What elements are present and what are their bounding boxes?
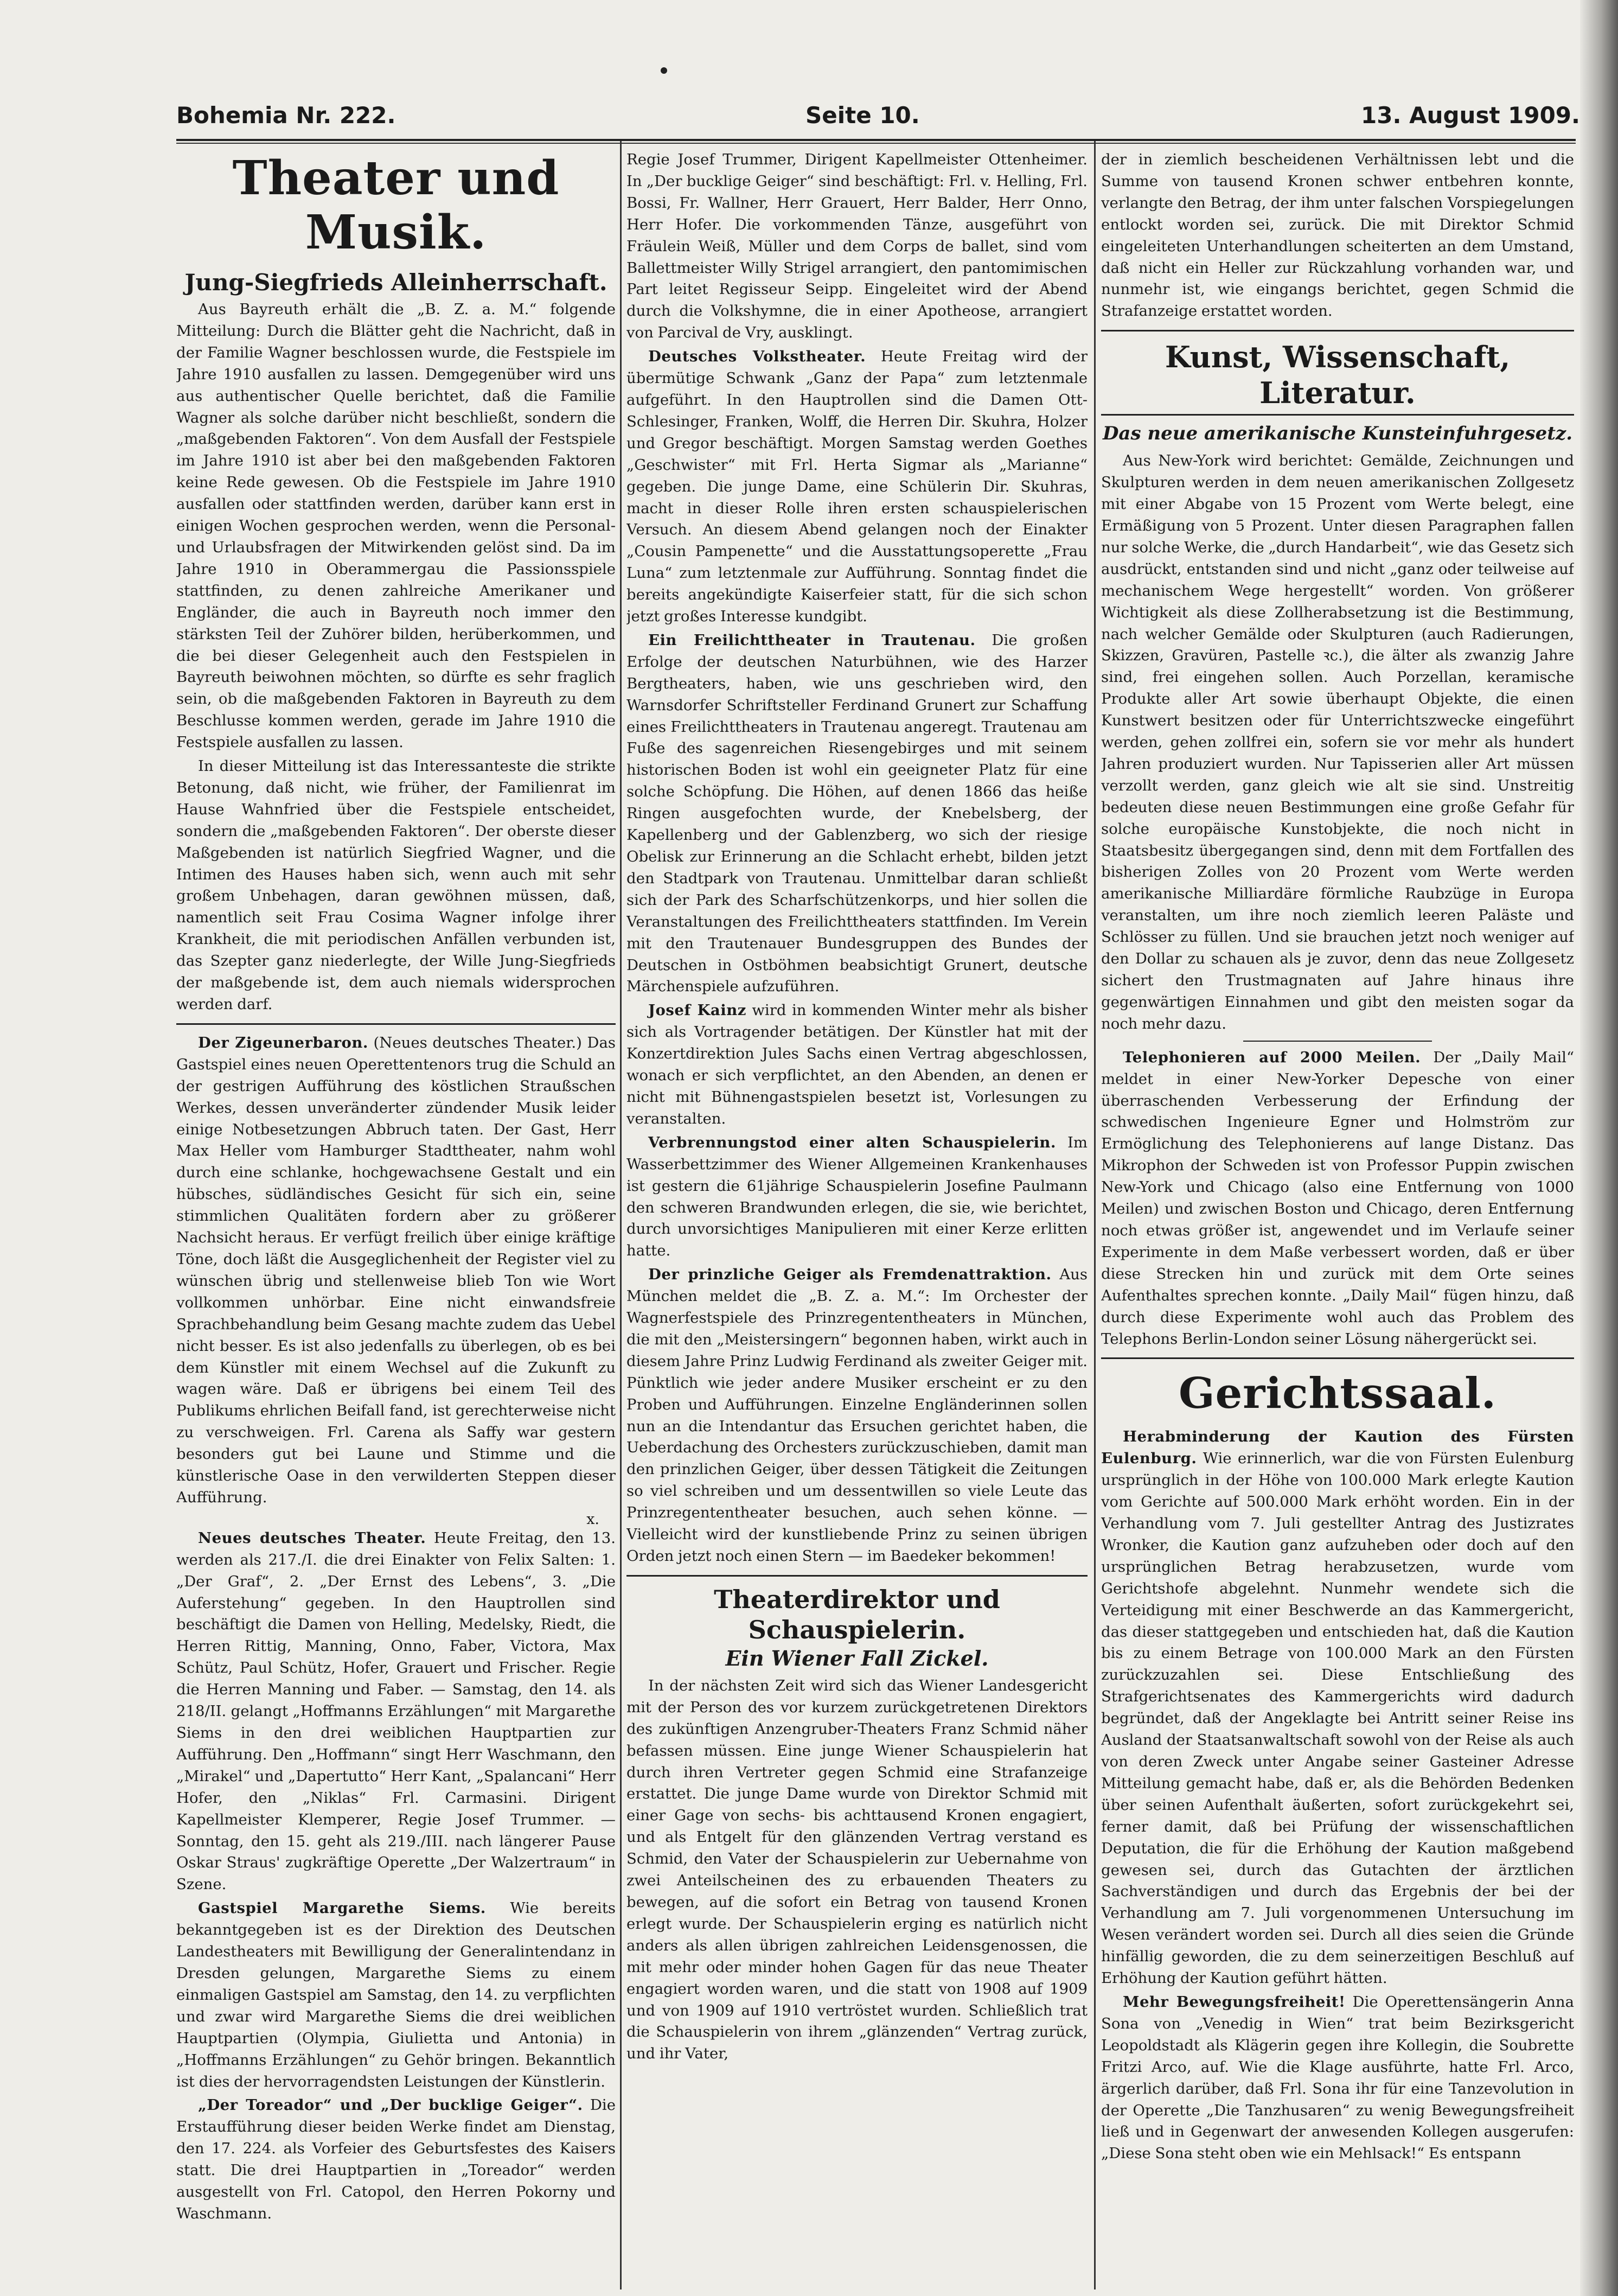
print-speck xyxy=(661,67,667,74)
author-signature: x. xyxy=(586,1510,599,1528)
section-separator xyxy=(1101,414,1574,416)
article-paragraph xyxy=(626,1000,1088,1130)
header-rule xyxy=(176,139,1576,141)
column-rule-1 xyxy=(620,141,622,2289)
section-separator xyxy=(1101,330,1574,331)
article-paragraph xyxy=(1101,1992,1574,2165)
item-head: Neues deutsches Theater. xyxy=(198,1529,426,1547)
section-title-gerichtssaal: Gerichtssaal. xyxy=(1179,1369,1497,1419)
article-paragraph xyxy=(1101,1426,1574,1989)
section-separator xyxy=(1101,1357,1574,1359)
item-text: Die Erstaufführung dieser beiden Werke findet am Dienstag, den 17. 224. als Vorfeier des Geburtsfestes des Kaisers statt. Die drei Hauptpartien in „Toreador“ werden ausgestellt von Frl. Catopol, den Herren Pokorny und Waschmann. xyxy=(176,2096,616,2222)
item-head: Der Zigeunerbaron. xyxy=(198,1034,368,1051)
item-head: Telephonieren auf 2000 Meilen. xyxy=(1123,1048,1421,1066)
article-paragraph: In der nächsten Zeit wird sich das Wiener Landesgericht mit der Person des vor kurzem zurückgetretenen Direktors des zukünftigen Anzengruber-Theaters Franz Schmid näher befassen müssen. Eine junge Wiener Schauspielerin hat durch ihren Vertreter gegen Schmid eine Strafanzeige erstattet. Die junge Dame wurde von Direktor Schmid mit einer Gage von sechs- bis achttausend Kronen engagiert, und als Entgelt für den glänzenden Vertrag verstand es Schmid, den Vater der Schauspielerin zur Uebernahme von zwei Anteilscheinen des zu erbauenden Theaters zu bewegen, auf die sofort ein Betrag von tausend Kronen erlegt wurde. Der Schauspielerin erging es natürlich nicht anders als allen übrigen zahlreichen Leidensgenossen, die mit mehr oder minder hohen Gagen für das neue Theater engagiert worden waren, und die statt von 1908 auf 1909 und von 1909 auf 1910 vertröstet wurden. Schließlich trat die Schauspielerin von ihrem „glänzenden“ Vertrag zurück, und ihr Vater, xyxy=(626,1676,1088,2063)
item-text: Heute Freitag wird der übermütige Schwank „Ganz der Papa“ zum letztenmale aufgeführt. In den Hauptrollen sind die Damen Ott-Schlesinger, Franken, Wolff, die Herren Dir. Skuhra, Holzer und Gregor beschäftigt. Morgen Samstag werden Goethes „Geschwister“ mit Frl. Herta Sigmar als „Marianne“ gegeben. Die junge Dame, eine Schülerin Dir. Skuhras, macht in dieser Rolle ihren ersten schauspielerischen Versuch. An diesem Abend gelangen noch der Einakter „Cousin Pampenette“ und die Ausstattungsoperette „Frau Luna“ zum letztenmale zur Aufführung. Sonntag findet die bereits angekündigte Kaiserfeier statt, für die sich schon jetzt großes Interesse kundgibt. xyxy=(626,348,1088,626)
item-text: (Neues deutsches Theater.) Das Gastspiel eines neuen Operettentenors trug die Schuld an der gestrigen Aufführung des köstlichen Straußschen Werkes, dessen unveränderter zündender Musik leider einige Notbesetzungen Abbruch taten. Der Gast, Herr Max Heller vom Hamburger Stadttheater, nahm wohl durch eine schlanke, hochgewachsene Gestalt und ein hübsches, südländisches Gesicht für sich ein, seine stimmlichen Qualitäten fordern aber zu größerer Nachsicht heraus. Er verfügt freilich über einige kräftige Töne, doch läßt die Ausgeglichenheit der Register viel zu wünschen übrig und stellenweise blieb Ton wie Wort vollkommen unhörbar. Eine nicht einwandsfreie Sprachbehandlung beim Gesang machte zudem das Uebel nicht besser. Es ist also jedenfalls zu überlegen, ob es bei dem Künstler mit einem Wechsel auf die Zukunft zu wagen wäre. Daß er übrigens bei einem Teil des Publikums ehrlichen Beifall fand, ist gerechterweise nicht zu verschweigen. Frl. Carena als Saffy war gestern besonders gut bei Laune und Stimme und die künstlerische Oase in den verwilderten Steppen dieser Aufführung. xyxy=(176,1034,616,1506)
article-paragraph: In dieser Mitteilung ist das Interessanteste die strikte Betonung, daß nicht, wie früher, der Familienrat im Hause Wahnfried über die Festspiele entscheidet, sondern die „maßgebenden Faktoren“. Der oberste dieser Maßgebenden ist natürlich Siegfried Wagner, und die Intimen des Hauses haben sich, wenn auch mit sehr großem Unbehagen, daran gewöhnen müssen, daß, namentlich seit Frau Cosima Wagner infolge ihrer Krankheit, die mit periodischen Anfällen verbunden ist, das Szepter ganz niederlegte, der Wille Jung-Siegfrieds der maßgebende ist, dem auch niemals widersprochen werden darf. xyxy=(176,757,616,1013)
item-text: Heute Freitag, den 13. werden als 217./I. die drei Einakter von Felix Salten: 1. „Der Graf“, 2. „Der Ernst des Lebens“, 3. „Die Auferstehung“ gegeben. In den Hauptrollen sind beschäftigt die Damen von Helling, Medelsky, Riedt, die Herren Rittig, Manning, Onno, Faber, Victora, Max Schütz, Paul Schütz, Hofer, Grauert und Frischer. Regie die Herren Manning und Faber. — Samstag, den 14. als 218/II. gelangt „Hoffmanns Erzählungen“ mit Margarethe Siems in den drei weiblichen Hauptpartien zur Aufführung. Den „Hoffmann“ singt Herr Waschmann, den „Mirakel“ und „Dapertutto“ Herr Kant, „Spalancani“ Herr Hofer, den „Niklas“ Frl. Carmasini. Dirigent Kapellmeister Klemperer, Regie Josef Trummer. — Sonntag, den 15. geht als 219./III. nach längerer Pause Oskar Straus' zugkräftige Operette „Der Walzertraum“ in Szene. xyxy=(176,1529,616,1893)
item-text: wird in kommenden Winter mehr als bisher sich als Vortragender betätigen. Der Künstler hat mit der Konzertdirektion Jules Sachs einen Vertrag abgeschlossen, wonach er sich verpflichtet, an den Abenden, an denen er nicht mit Bühnengastspielen besetzt ist, Vorlesungen zu veranstalten. xyxy=(626,1002,1088,1127)
item-head: „Der Toreador“ und „Der bucklige Geiger“. xyxy=(198,2096,583,2114)
page-header xyxy=(176,102,1580,135)
item-head: Josef Kainz xyxy=(648,1002,746,1019)
item-head: Gastspiel Margarethe Siems. xyxy=(198,1899,486,1917)
article-paragraph: Aus New-York wird berichtet: Gemälde, Zeichnungen und Skulpturen werden in dem neuen amerikanischen Zollgesetz mit einer Abgabe von 15 Prozent vom Werte belegt, eine Ermäßigung von 5 Prozent. Unter diesen Paragraphen fallen nur solche Werke, die „durch Handarbeit“, wie das Gesetz sich ausdrückt, entstanden sind und nicht „ganz oder teilweise auf mechanischem Wege hergestellt“ worden. Von größerer Wichtigkeit als diese Zollherabsetzung ist die Bestimmung, nach welcher Gemälde oder Skulpturen (auch Radierungen, Skizzen, Gravüren, Pastelle ꝛc.), die älter als zwanzig Jahre sind, frei eingehen sollen. Auch Porzellan, keramische Produkte aller Art sowie überhaupt Objekte, die einen Kunstwert besitzen oder für Unterrichtszwecke eingeführt werden, gehen zollfrei ein, sofern sie vor mehr als hundert Jahren produziert wurden. Nur Tapisserien aller Art müssen verzollt werden, ganz gleich wie alt sie sind. Unstreitig bedeuten diese neuen Bestimmungen eine große Gefahr für solche europäische Kunstobjekte, die noch nicht in Staatsbesitz übergegangen sind, denn mit dem Fortfallen des bisherigen Zolles von 20 Prozent vom Werte werden amerikanische Milliardäre förmliche Raubzüge in Europa veranstalten, um ihre noch ziemlich leeren Paläste und Schlösser zu füllen. Und sie brauchen jetzt noch weniger auf den Dollar zu schauen als je zuvor, denn das neue Zollgesetz sichert den Trustmagnaten auf Jahre hinaus ihre gegenwärtigen Einnahmen und gibt den meisten sogar da noch mehr dazu. xyxy=(1101,452,1574,1032)
article-paragraph: Aus Bayreuth erhält die „B. Z. a. M.“ folgende Mitteilung: Durch die Blätter geht die Nachricht, daß in der Familie Wagner beschlossen wurde, die Festspiele im Jahre 1910 ausfallen zu lassen. Demgegenüber wird uns aus authentischer Quelle berichtet, daß die Familie Wagner als solche darüber nicht beschließt, sondern die „maßgebenden Faktoren“. Von dem Ausfall der Festspiele im Jahre 1910 ist aber bei den maßgebenden Faktoren keine Rede gewesen. Ob die Festspiele im Jahre 1910 ausfallen oder stattfinden werden, darüber kann erst in einigen Wochen gesprochen werden, wenn die Personal- und Urlaubsfragen der Mitwirkenden gelöst sind. Da im Jahre 1910 in Oberammergau die Passionsspiele stattfinden, zu denen zahlreiche Amerikaner und Engländer, die auch in Bayreuth noch immer den stärksten Teil der Zuhörer bilden, herüberkommen, und die bei dieser Gelegenheit auch den Festspielen in Bayreuth beiwohnen möchten, so dürfte es sehr fraglich sein, ob die maßgebenden Faktoren in Bayreuth zu dem Beschlusse kommen werden, gerade im Jahre 1910 die Festspiele ausfallen zu lassen. xyxy=(176,301,616,751)
header-paper-issue: Bohemia Nr. 222. xyxy=(176,102,396,129)
item-head: Der prinzliche Geiger als Fremdenattraktion. xyxy=(648,1266,1052,1284)
article-separator xyxy=(1243,1041,1432,1042)
item-head: Deutsches Volkstheater. xyxy=(648,348,866,366)
item-text: Die Operettensängerin Anna Sona von „Venedig in Wien“ trat beim Bezirksgericht Leopoldstadt als Klägerin gegen ihre Kollegin, die Soubrette Fritzi Arco, auf. Wie die Klage ausführte, hatte Frl. Arco, ärgerlich darüber, daß Frl. Sona ihr für eine Tanzevolution in der Operette „Die Tanzhusaren“ zu wenig Bewegungsfreiheit ließ und in Gegenwart der anwesenden Kollegen ausgerufen: „Diese Sona steht oben wie ein Mehlsack!“ Es entspann xyxy=(1101,1993,1574,2163)
item-text: Wie bereits bekanntgegeben ist es der Direktion des Deutschen Landestheaters mit Bewilligung der Generalintendanz in Dresden gelungen, Margarethe Siems zu einem einmaligen Gastspiel am Samstag, den 14. zu verpflichten und zwar wird Margarethe Siems die drei weiblichen Hauptpartien (Olympia, Giulietta und Antonia) in „Hoffmanns Erzählungen“ zu Gehör bringen. Bekanntlich ist dies der hervorragendsten Leistungen der Künstlerin. xyxy=(176,1899,616,2090)
item-head: Mehr Bewegungsfreiheit! xyxy=(1123,1993,1346,2011)
article-title-theaterdirektor: Theaterdirektor und Schauspielerin. xyxy=(714,1584,1000,1644)
page-edge-shadow xyxy=(1580,0,1618,2296)
article-paragraph xyxy=(626,346,1088,628)
article-paragraph xyxy=(176,2095,616,2224)
section-title-theater: Theater und Musik. xyxy=(232,151,560,260)
article-paragraph xyxy=(176,1032,616,1509)
item-head: Herabminderung der Kaution des Fürsten Eulenburg. xyxy=(1101,1428,1574,1468)
item-text: Die großen Erfolge der deutschen Naturbühnen, wie des Harzer Bergtheaters, haben, wie uns geschrieben wird, den Warnsdorfer Schriftsteller Ferdinand Grunert zur Schaffung eines Freilichttheaters in Trautenau angeregt. Trautenau am Fuße des sagenreichen Riesengebirges und mit seinem historischen Boden ist wohl ein geeigneter Platz für eine solche Schöpfung. Die Höhen, auf denen 1866 das heiße Ringen ausgefochten wurde, der Knebelsberg, der Kapellenberg und der Gablenzberg, wo sich der riesige Obelisk zur Erinnerung an die Schlacht erhebt, bilden jetzt den Stadtpark von Trautenau. Unmittelbar daran schließt sich der Park des Scharfschützenkorps, und hier sollen die Veranstaltungen des Freilichttheaters stattfinden. Im Verein mit den Trautenauer Bundesgruppen des Bundes der Deutschen in Ostböhmen beabsichtigt Grunert, deutsche Märchenspiele aufzuführen. xyxy=(626,631,1088,996)
column-2 xyxy=(626,149,1088,2276)
item-text: Im Wasserbettzimmer des Wiener Allgemeinen Krankenhauses ist gestern die 61jährige Schauspielerin Josefine Paulmann den schweren Brandwunden erlegen, die sie, wie berichtet, durch unvorsichtiges Manipulieren mit einer Kerze erlitten hatte. xyxy=(626,1133,1088,1260)
column-1 xyxy=(176,149,616,2276)
article-paragraph: der in ziemlich bescheidenen Verhältnissen lebt und die Summe von tausend Kronen schwer entbehren konnte, verlangte den Betrag, der ihm unter falschen Vorspiegelungen entlockt worden sei, zurück. Die mit Direktor Schmid eingeleiteten Unterhandlungen scheiterten an dem Umstand, daß nicht ein Heller zur Rückzahlung vorhanden war, und nunmehr ist, wie eingangs berichtet, gegen Schmid die Strafanzeige erstattet worden. xyxy=(1101,151,1574,320)
item-text: Der „Daily Mail“ meldet in einer New-Yorker Depesche von einer überraschenden Verbesserung der Erfindung der schwedischen Ingenieure Egner und Holmström zur Ermöglichung des Telephonierens auf lange Distanz. Das Mikrophon der Schweden ist von Professor Puppin zwischen New-York und Chicago (also eine Entfernung von 1000 Meilen) und zwischen Boston und Chicago, deren Entfernung noch etwas größer ist, angewendet und im Verlaufe seiner Experimente in dem Maße verbessert worden, daß er über diese Strecken hin und zurück mit dem Orte seines Aufenthaltes sprechen konnte. „Daily Mail“ fügen hinzu, daß durch diese Experimente wohl auch das Problem des Telephons Berlin-London seiner Lösung nähergerückt sei. xyxy=(1101,1048,1574,1348)
article-title-jung-siegfried: Jung-Siegfrieds Alleinherrschaft. xyxy=(184,269,607,296)
column-3 xyxy=(1101,149,1574,2276)
header-rule-thin xyxy=(176,143,1576,144)
article-paragraph xyxy=(1101,1047,1574,1350)
article-subtitle: Ein Wiener Fall Zickel. xyxy=(725,1646,989,1670)
item-head: Ein Freilichttheater in Trautenau. xyxy=(648,631,976,649)
article-paragraph xyxy=(626,1264,1088,1567)
item-head: Verbrennungstod einer alten Schauspielerin. xyxy=(648,1133,1056,1151)
article-paragraph xyxy=(626,630,1088,998)
header-date: 13. August 1909. xyxy=(1361,102,1580,129)
article-paragraph xyxy=(626,1132,1088,1262)
article-paragraph xyxy=(176,1898,616,2093)
article-title-kunsteinfuhr: Das neue amerikanische Kunsteinfuhrgesetz. xyxy=(1102,423,1573,445)
article-separator xyxy=(176,1023,616,1025)
item-text: Wie erinnerlich, war die von Fürsten Eulenburg ursprünglich in der Höhe von 100.000 Mark erlegte Kaution vom Gerichte auf 500.000 Mark erhöht worden. Ein in der Verhandlung vom 7. Juli gestellter Antrag des Justizrates Wronker, die Kaution ganz aufzuheben oder doch auf den ursprünglichen Betrag herabzusetzen, wurde vom Gerichtshofe abgelehnt. Nunmehr wendete sich die Verteidigung mit einer Beschwerde an das Kammergericht, das dieser stattgegeben und entschieden hat, daß die Kaution bis zu einem Betrage von 100.000 Mark an den Fürsten zurückzuzahlen sei. Diese Entschließung des Strafgerichtsenates des Kammergerichts wird dadurch begründet, daß der Angeklagte bei Antritt seiner Reise ins Ausland der Staatsanwaltschaft sowohl von der Reise als auch von deren Zweck unter Angabe seiner Gasteiner Adresse Mitteilung gemacht habe, daß er, als die Behörden Bedenken über seinen Aufenthalt äußerten, sofort zurückgekehrt sei, ferner damit, daß bei Prüfung der wissenschaftlichen Deputation, die für die Erhöhung der Kaution maßgebend gewesen sei, durch das Gutachten der ärztlichen Sachverständigen und durch das Ergebnis der bei der Verhandlung am 7. Juli vorgenommenen Untersuchung im Wesen verändert worden sei. Durch all dies seien die Gründe hinfällig geworden, die zu dem seinerzeitigen Beschluß auf Erhöhung der Kaution geführt hätten. xyxy=(1101,1450,1574,1987)
item-text: Aus München meldet die „B. Z. a. M.“: Im Orchester der Wagnerfestspiele des Prinzregententheaters in München, die mit den „Meistersingern“ begonnen haben, wirkt auch in diesem Jahre Prinz Ludwig Ferdinand als zweiter Geiger mit. Pünktlich wie jeder andere Musiker erscheint er zu den Proben und Aufführungen. Einzelne Engländerinnen sollen nun an die Intendantur das Ersuchen gerichtet haben, die Ueberdachung des Orchesters zurückzuschieben, damit man den prinzlichen Geiger, über dessen Tätigkeit die Zeitungen so viel schreiben und um dessentwillen so viele Leute das Prinzregententheater besuchen, auch sehen könne. — Vielleicht wird der kunstliebende Prinz zu seinen übrigen Orden jetzt noch einen Stern — im Baedeker bekommen! xyxy=(626,1266,1088,1565)
header-page-number: Seite 10. xyxy=(805,102,920,129)
section-title-kunst: Kunst, Wissenschaft, Literatur. xyxy=(1165,340,1511,411)
article-separator xyxy=(626,1575,1088,1577)
article-paragraph xyxy=(176,1528,616,1896)
column-rule-2 xyxy=(1094,141,1096,2289)
article-paragraph: Regie Josef Trummer, Dirigent Kapellmeister Ottenheimer. In „Der bucklige Geiger“ sind beschäftigt: Frl. v. Helling, Frl. Bossi, Fr. Wallner, Herr Grauert, Herr Balder, Herr Onno, Herr Hofer. Die vorkommenden Tänze, ausgeführt von Fräulein Weiß, Müller und dem Corps de ballet, sind vom Ballettmeister Willy Strigel arrangiert, den pantomimischen Part leitet Regisseur Seipp. Eingeleitet wird der Abend durch die Volkshymne, die in einer Apotheose, arrangiert von Parcival de Vry, ausklingt. xyxy=(626,151,1088,342)
